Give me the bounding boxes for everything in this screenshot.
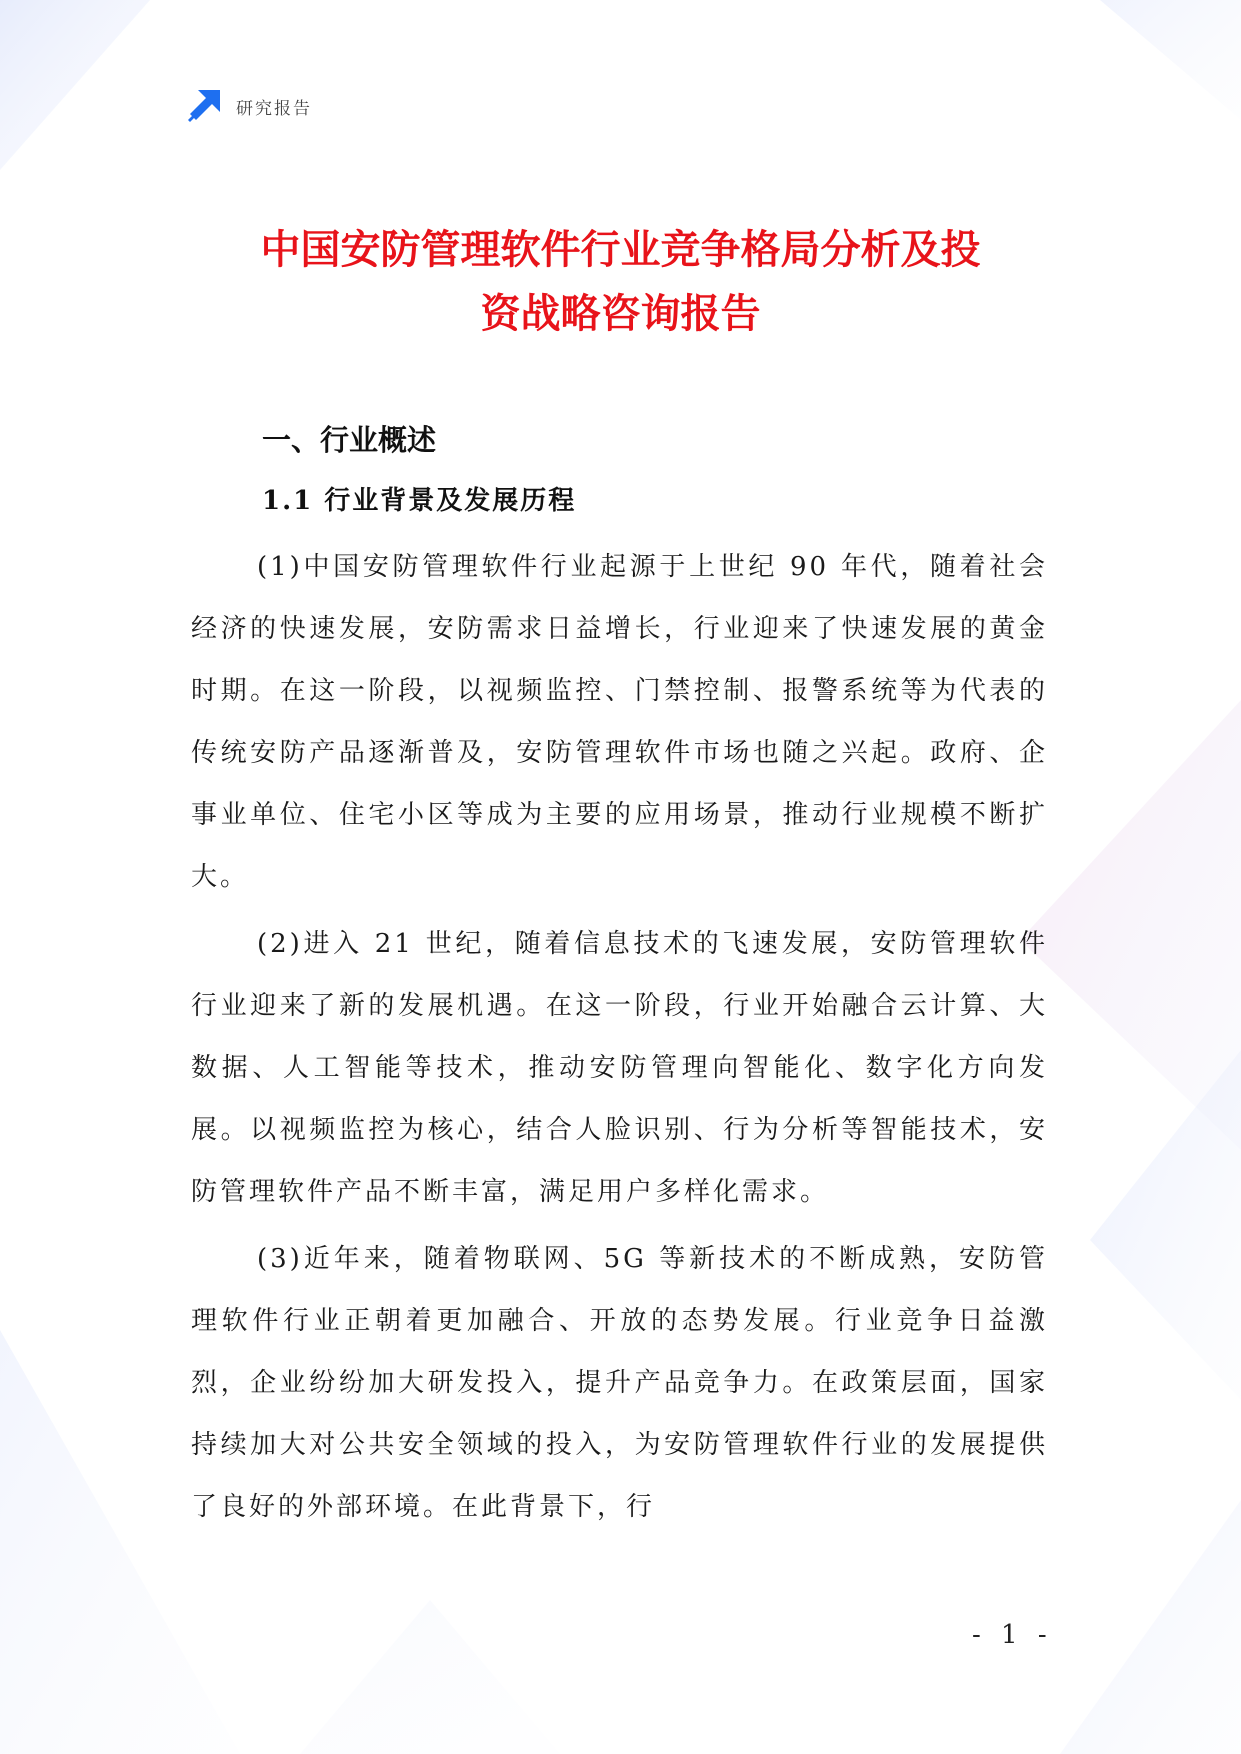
header-label: 研究报告 xyxy=(236,98,312,119)
paragraph-3: (3)近年来，随着物联网、5G 等新技术的不断成熟，安防管理软件行业正朝着更加融合、开放的态势发展。行业竞争日益激烈，企业纷纷加大研发投入，提升产品竞争力。在政策层面，国家持续加大对公共安全领域的投入，为安防管理软件行业的发展提供了良好的外部环境。在此背景下，行 xyxy=(191,1244,1048,1522)
report-title-line-1: 中国安防管理软件行业竞争格局分析及投 xyxy=(260,227,981,273)
body-text xyxy=(191,536,1048,1543)
report-title xyxy=(150,218,1091,346)
report-header xyxy=(186,88,312,124)
paragraph-2: (2)进入 21 世纪，随着信息技术的飞速发展，安防管理软件行业迎来了新的发展机遇。在这一阶段，行业开始融合云计算、大数据、人工智能等技术，推动安防管理向智能化、数字化方向发展。以视频监控为核心，结合人脸识别、行为分析等智能技术，安防管理软件产品不断丰富，满足用户多样化需求。 xyxy=(191,929,1048,1207)
page-number: - 1 - xyxy=(972,1620,1053,1650)
arrow-up-right-icon xyxy=(186,88,222,124)
report-title-line-2: 资战略咨询报告 xyxy=(480,291,761,337)
subsection-heading: 1.1 行业背景及发展历程 xyxy=(262,486,577,516)
section-heading: 一、行业概述 xyxy=(262,423,437,457)
paragraph-1: (1)中国安防管理软件行业起源于上世纪 90 年代，随着社会经济的快速发展，安防需求日益增长，行业迎来了快速发展的黄金时期。在这一阶段，以视频监控、门禁控制、报警系统等为代表的传统安防产品逐渐普及，安防管理软件市场也随之兴起。政府、企事业单位、住宅小区等成为主要的应用场景，推动行业规模不断扩大。 xyxy=(191,552,1048,892)
